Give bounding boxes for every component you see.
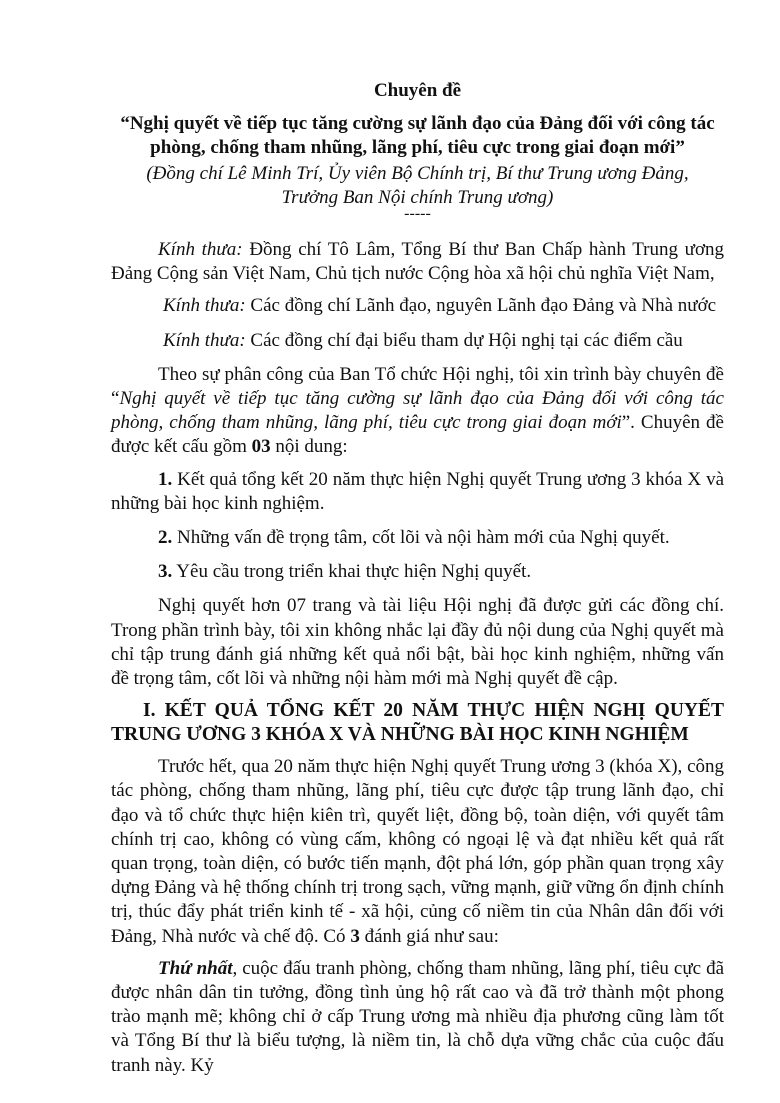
greeting-text: Các đồng chí Lãnh đạo, nguyên Lãnh đạo Đảng và Nhà nước xyxy=(245,295,717,317)
greeting-paragraph xyxy=(111,294,724,318)
greeting-paragraph xyxy=(111,329,724,353)
greeting-label: Kính thưa: xyxy=(163,329,246,351)
list-item xyxy=(111,468,724,516)
intro-paragraph xyxy=(111,363,724,460)
first-assessment-text: , cuộc đấu tranh phòng, chống tham nhũng, lãng phí, tiêu cực đã được nhân dân tin tưởng, đồng tình ủng hộ rất cao và đã trở thành một phong trào mạnh mẽ; không chỉ ở cấp Trung ương mà nhiều địa phương cũng làm tốt và Tổng Bí thư là biểu tượng, là niềm tin, là chỗ dựa vững chắc của cuộc đấu tranh này. Kỷ xyxy=(111,957,724,1076)
assessment-count: 3 xyxy=(350,925,360,947)
greeting-label: Kính thưa: xyxy=(158,239,243,260)
intro-topic-title: Nghị quyết về tiếp tục tăng cường sự lãnh đạo của Đảng đối với công tác phòng, chống tham nhũng, lãng phí, tiêu cực trong giai đoạn mới xyxy=(111,388,724,434)
first-assessment-lead: Thứ nhất xyxy=(158,957,233,979)
first-assessment-paragraph xyxy=(111,957,724,1078)
author-line-2: Trưởng Ban Nội chính Trung ương) xyxy=(281,187,554,208)
greeting-paragraph xyxy=(111,238,724,286)
intro-text: nội dung: xyxy=(270,436,348,458)
content-count: 03 xyxy=(251,436,271,458)
greeting-text: Các đồng chí đại biểu tham dự Hội nghị tại các điểm cầu xyxy=(245,329,683,351)
author-attribution xyxy=(111,162,724,210)
list-item-text: Yêu cầu trong triển khai thực hiện Nghị quyết. xyxy=(172,561,532,583)
list-item-text: Kết quả tổng kết 20 năm thực hiện Nghị quyết Trung ương 3 khóa X và những bài học kinh nghiệm. xyxy=(111,468,724,514)
separator: ----- xyxy=(404,205,431,222)
document-body xyxy=(111,238,724,1086)
list-item xyxy=(111,526,724,550)
results-text: Trước hết, qua 20 năm thực hiện Nghị quyết Trung ương 3 (khóa X), công tác phòng, chống tham nhũng, lãng phí, tiêu cực được tập trung lãnh đạo, chỉ đạo và tổ chức thực hiện kiên trì, quyết liệt, đồng bộ, toàn diện, với quyết tâm chính trị cao, không có vùng cấm, không có ngoại lệ và đạt nhiều kết quả rất quan trọng, toàn diện, có bước tiến mạnh, đột phá lớn, góp phần quan trọng xây dựng Đảng và hệ thống chính trị trong sạch, vững mạnh, giữ vững ổn định chính trị, thúc đẩy phát triển kinh tế - xã hội, củng cố niềm tin của Nhân dân đối với Đảng, Nhà nước và chế độ. Có xyxy=(111,756,724,947)
overview-paragraph: Nghị quyết hơn 07 trang và tài liệu Hội nghị đã được gửi các đồng chí. Trong phần trình bày, tôi xin không nhắc lại đầy đủ nội dung của Nghị quyết mà chỉ tập trung đánh giá những kết quả nổi bật, bài học kinh nghiệm, những vấn đề trọng tâm, cốt lõi và những nội hàm mới mà Nghị quyết đề cập. xyxy=(111,595,724,690)
intro-text: Theo sự phân công của Ban Tổ chức Hội nghị, tôi xin trình bày chuyên đề “ xyxy=(111,363,724,410)
results-text: đánh giá như sau: xyxy=(359,925,499,947)
results-paragraph xyxy=(111,755,724,949)
section-heading: I. KẾT QUẢ TỔNG KẾT 20 NĂM THỰC HIỆN NGHỊ QUYẾT TRUNG ƯƠNG 3 KHÓA X VÀ NHỮNG BÀI HỌC KINH NGHIỆM xyxy=(111,700,724,746)
list-item-number: 3. xyxy=(158,561,173,583)
list-item-text: Những vấn đề trọng tâm, cốt lõi và nội hàm mới của Nghị quyết. xyxy=(172,527,670,549)
intro-text: ”. Chuyên đề được kết cấu gồm xyxy=(111,412,724,458)
list-item-number: 1. xyxy=(158,468,173,490)
greeting-text: Đồng chí Tô Lâm, Tổng Bí thư Ban Chấp hành Trung ương Đảng Cộng sản Việt Nam, Chủ tịch nước Cộng hòa xã hội chủ nghĩa Việt Nam, xyxy=(111,239,725,285)
author-line-1: (Đồng chí Lê Minh Trí, Ủy viên Bộ Chính trị, Bí thư Trung ương Đảng, xyxy=(146,163,689,184)
greeting-label: Kính thưa: xyxy=(163,295,246,317)
list-item-number: 2. xyxy=(158,527,173,549)
list-item xyxy=(111,560,724,584)
document-subtitle: “Nghị quyết về tiếp tục tăng cường sự lãnh đạo của Đảng đối với công tác phòng, chống tham nhũng, lãng phí, tiêu cực trong giai đoạn mới” xyxy=(120,113,715,158)
document-heading: Chuyên đề xyxy=(373,80,462,101)
